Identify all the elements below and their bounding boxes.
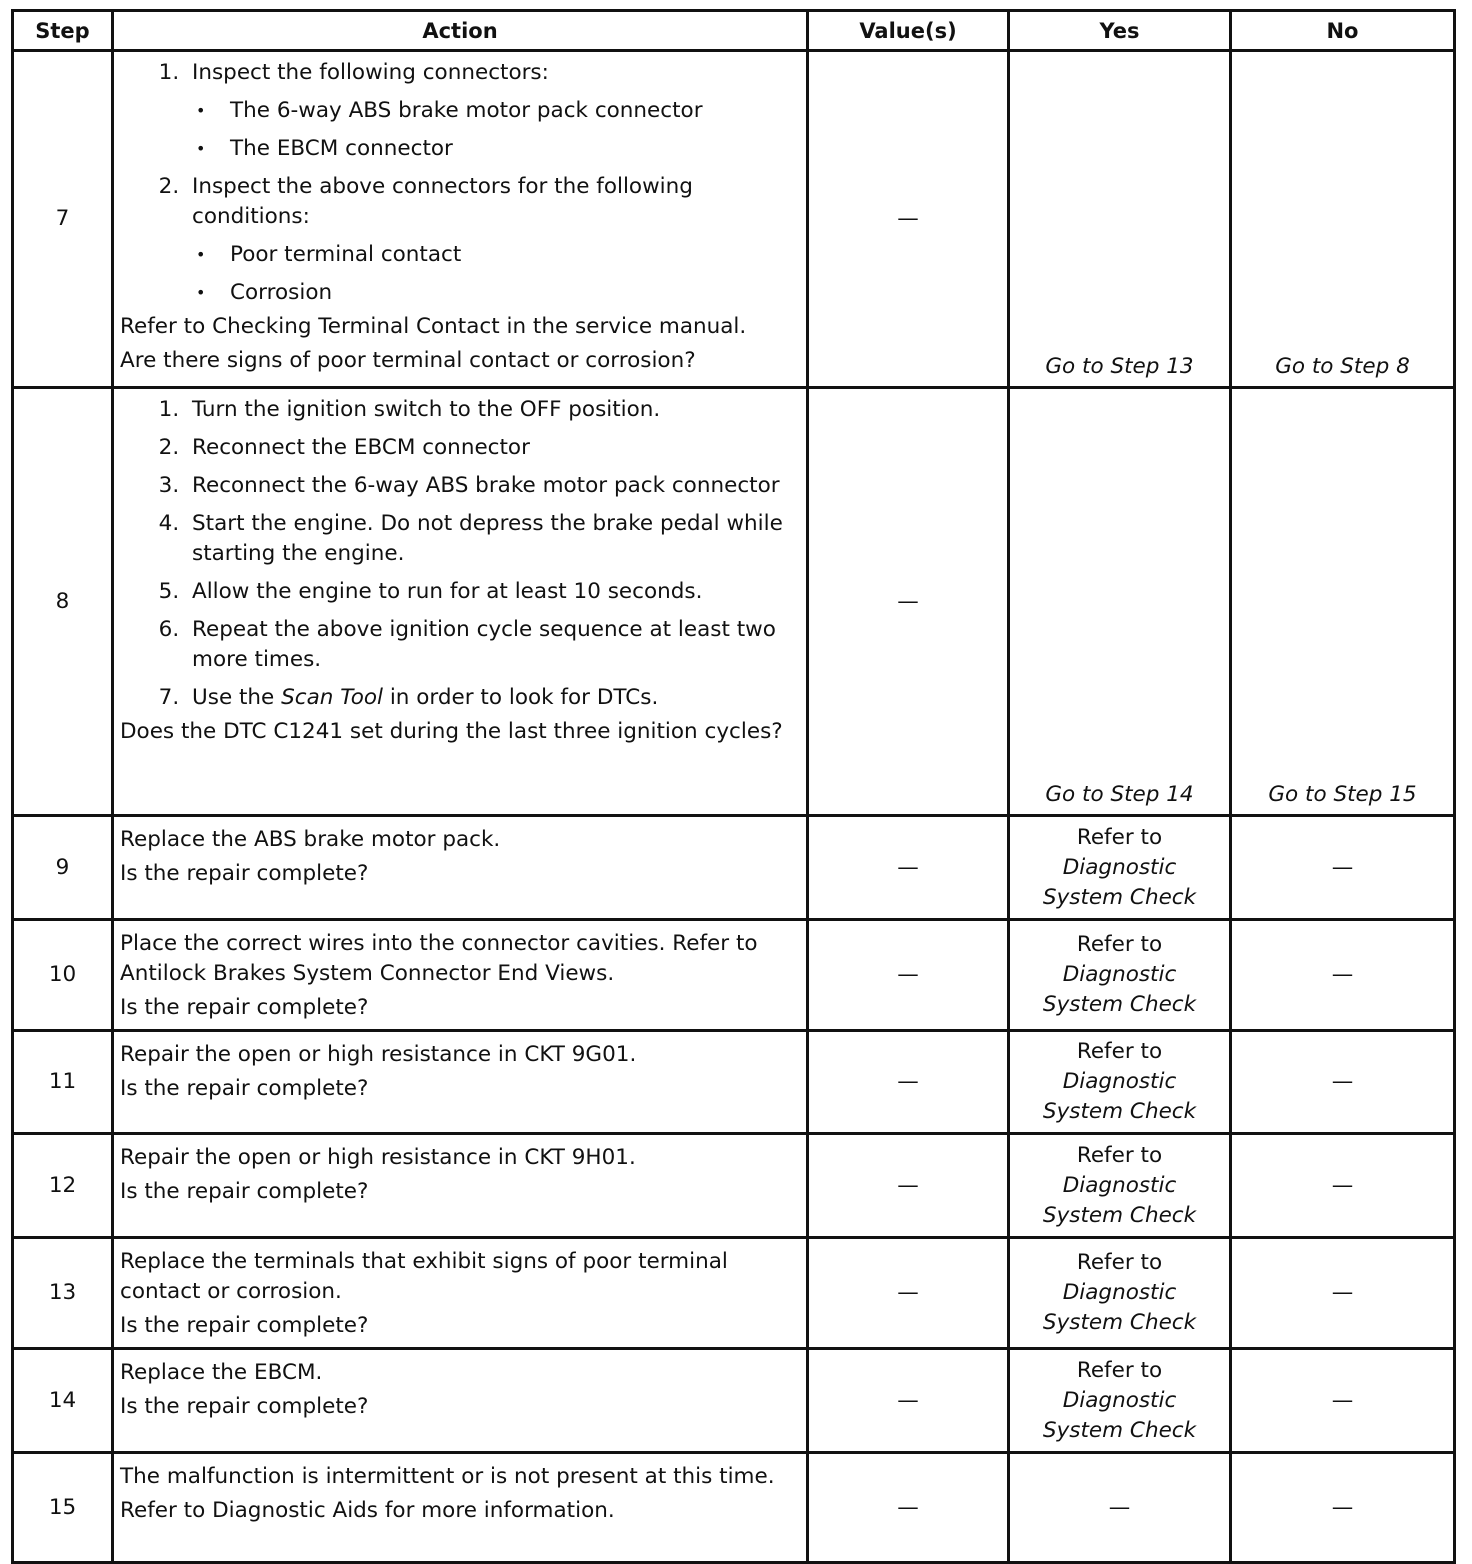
action-cell (113, 388, 808, 816)
value-cell: — (808, 1349, 1009, 1453)
yes-cell (1009, 1031, 1231, 1134)
header-row (13, 11, 1455, 51)
bullet-item: • The EBCM connector (224, 134, 798, 164)
value-cell: — (808, 51, 1009, 388)
step-number: 13 (13, 1238, 113, 1349)
action-line: Repair the open or high resistance in CKT 9G01. (120, 1042, 637, 1067)
action-line: Refer to Diagnostic Aids for more information. (120, 1498, 615, 1523)
action-cell (113, 816, 808, 920)
diagnostic-system-check-link[interactable]: Diagnostic System Check (1042, 1069, 1197, 1124)
header-action: Action (113, 11, 808, 51)
action-step: 4. Start the engine. Do not depress the brake pedal while starting the engine. (186, 509, 798, 569)
action-step (186, 58, 798, 164)
yes-cell: Go to Step 13 (1009, 51, 1231, 388)
yes-cell (1009, 920, 1231, 1031)
no-cell: — (1231, 1453, 1455, 1563)
table-row-step-14 (13, 1349, 1455, 1453)
diagnostic-table (11, 9, 1456, 1564)
action-steps (120, 58, 798, 308)
action-line: Repair the open or high resistance in CKT 9H01. (120, 1145, 636, 1170)
no-cell: — (1231, 1349, 1455, 1453)
action-step-pre: Use the (192, 685, 282, 710)
table-row-step-8 (13, 388, 1455, 816)
step-number: 9 (13, 816, 113, 920)
step-number: 12 (13, 1134, 113, 1238)
action-cell (113, 1453, 808, 1563)
action-cell (113, 920, 808, 1031)
step-number: 11 (13, 1031, 113, 1134)
diagnostic-system-check-link[interactable]: Diagnostic System Check (1042, 854, 1197, 910)
no-cell: — (1231, 816, 1455, 920)
no-cell: — (1231, 1238, 1455, 1349)
action-question: Is the repair complete? (120, 861, 369, 886)
action-step: 6. Repeat the above ignition cycle sequence at least two more times. (186, 615, 798, 675)
table-row-step-9 (13, 816, 1455, 920)
action-line: Place the correct wires into the connector cavities. Refer to Antilock Brakes System Connector End Views. (120, 931, 758, 986)
refer-to-text: Refer to (1076, 932, 1163, 957)
action-question: Is the repair complete? (120, 1076, 369, 1101)
action-step: 2. Reconnect the EBCM connector (186, 433, 798, 463)
diagnostic-system-check-link[interactable]: Diagnostic System Check (1042, 1172, 1197, 1228)
bullet-item: • The 6-way ABS brake motor pack connector (224, 96, 798, 126)
action-note: Refer to Checking Terminal Contact in the service manual. (120, 314, 747, 339)
table-row-step-10 (13, 920, 1455, 1031)
scan-tool-term: Scan Tool (281, 685, 383, 710)
diagnostic-system-check-link[interactable]: Diagnostic System Check (1042, 1280, 1197, 1335)
table-row-step-13 (13, 1238, 1455, 1349)
value-cell: — (808, 816, 1009, 920)
header-values: Value(s) (808, 11, 1009, 51)
action-cell (113, 1238, 808, 1349)
header-yes: Yes (1009, 11, 1231, 51)
step-number: 7 (13, 51, 113, 388)
yes-cell (1009, 1134, 1231, 1238)
diagnostic-system-check-link[interactable]: Diagnostic System Check (1042, 962, 1197, 1017)
action-step-post: in order to look for DTCs. (383, 685, 659, 710)
value-cell: — (808, 1453, 1009, 1563)
bullet-list (192, 240, 798, 308)
yes-cell: — (1009, 1453, 1231, 1563)
bullet-list (192, 96, 798, 164)
refer-to-text: Refer to (1076, 824, 1163, 850)
action-step: 1. Turn the ignition switch to the OFF position. (186, 395, 798, 425)
refer-to-text: Refer to (1076, 1250, 1163, 1275)
action-step: 3. Reconnect the 6-way ABS brake motor pack connector (186, 471, 798, 501)
bullet-item: • Poor terminal contact (224, 240, 798, 270)
value-cell: — (808, 1134, 1009, 1238)
action-question: Is the repair complete? (120, 995, 369, 1020)
refer-to-text: Refer to (1076, 1039, 1163, 1064)
action-question: Are there signs of poor terminal contact or corrosion? (120, 348, 696, 373)
yes-cell: Go to Step 14 (1009, 388, 1231, 816)
step-number: 15 (13, 1453, 113, 1563)
bullet-item: • Corrosion (224, 278, 798, 308)
action-question: Is the repair complete? (120, 1179, 369, 1204)
no-cell: — (1231, 920, 1455, 1031)
refer-to-text: Refer to (1076, 1357, 1163, 1383)
yes-cell (1009, 1238, 1231, 1349)
table-row-step-7 (13, 51, 1455, 388)
step-number: 14 (13, 1349, 113, 1453)
value-cell: — (808, 388, 1009, 816)
step-number: 10 (13, 920, 113, 1031)
action-cell (113, 1134, 808, 1238)
action-line: Replace the EBCM. (120, 1360, 323, 1385)
step-number: 8 (13, 388, 113, 816)
diagnostic-system-check-link[interactable]: Diagnostic System Check (1042, 1387, 1197, 1443)
action-cell (113, 51, 808, 388)
table-row-step-15 (13, 1453, 1455, 1563)
refer-to-text: Refer to (1076, 1142, 1163, 1168)
action-line: Replace the terminals that exhibit signs of poor terminal contact or corrosion. (120, 1249, 728, 1304)
no-cell: Go to Step 8 (1231, 51, 1455, 388)
action-line: The malfunction is intermittent or is not present at this time. (120, 1464, 775, 1489)
table-row-step-12 (13, 1134, 1455, 1238)
action-question: Is the repair complete? (120, 1313, 369, 1338)
header-step: Step (13, 11, 113, 51)
action-step (186, 683, 798, 713)
action-question: Is the repair complete? (120, 1394, 369, 1419)
action-step-text: Inspect the above connectors for the following conditions: (192, 174, 693, 229)
table-row-step-11 (13, 1031, 1455, 1134)
header-no: No (1231, 11, 1455, 51)
yes-cell (1009, 816, 1231, 920)
value-cell: — (808, 1031, 1009, 1134)
action-line: Replace the ABS brake motor pack. (120, 827, 501, 852)
no-cell: Go to Step 15 (1231, 388, 1455, 816)
action-step: 5. Allow the engine to run for at least 10 seconds. (186, 577, 798, 607)
action-step (186, 172, 798, 308)
value-cell: — (808, 1238, 1009, 1349)
action-question: Does the DTC C1241 set during the last three ignition cycles? (120, 719, 783, 744)
action-cell (113, 1349, 808, 1453)
no-cell: — (1231, 1134, 1455, 1238)
yes-cell (1009, 1349, 1231, 1453)
no-cell: — (1231, 1031, 1455, 1134)
action-steps (120, 395, 798, 713)
value-cell: — (808, 920, 1009, 1031)
action-step-text: Inspect the following connectors: (192, 60, 549, 85)
action-cell (113, 1031, 808, 1134)
